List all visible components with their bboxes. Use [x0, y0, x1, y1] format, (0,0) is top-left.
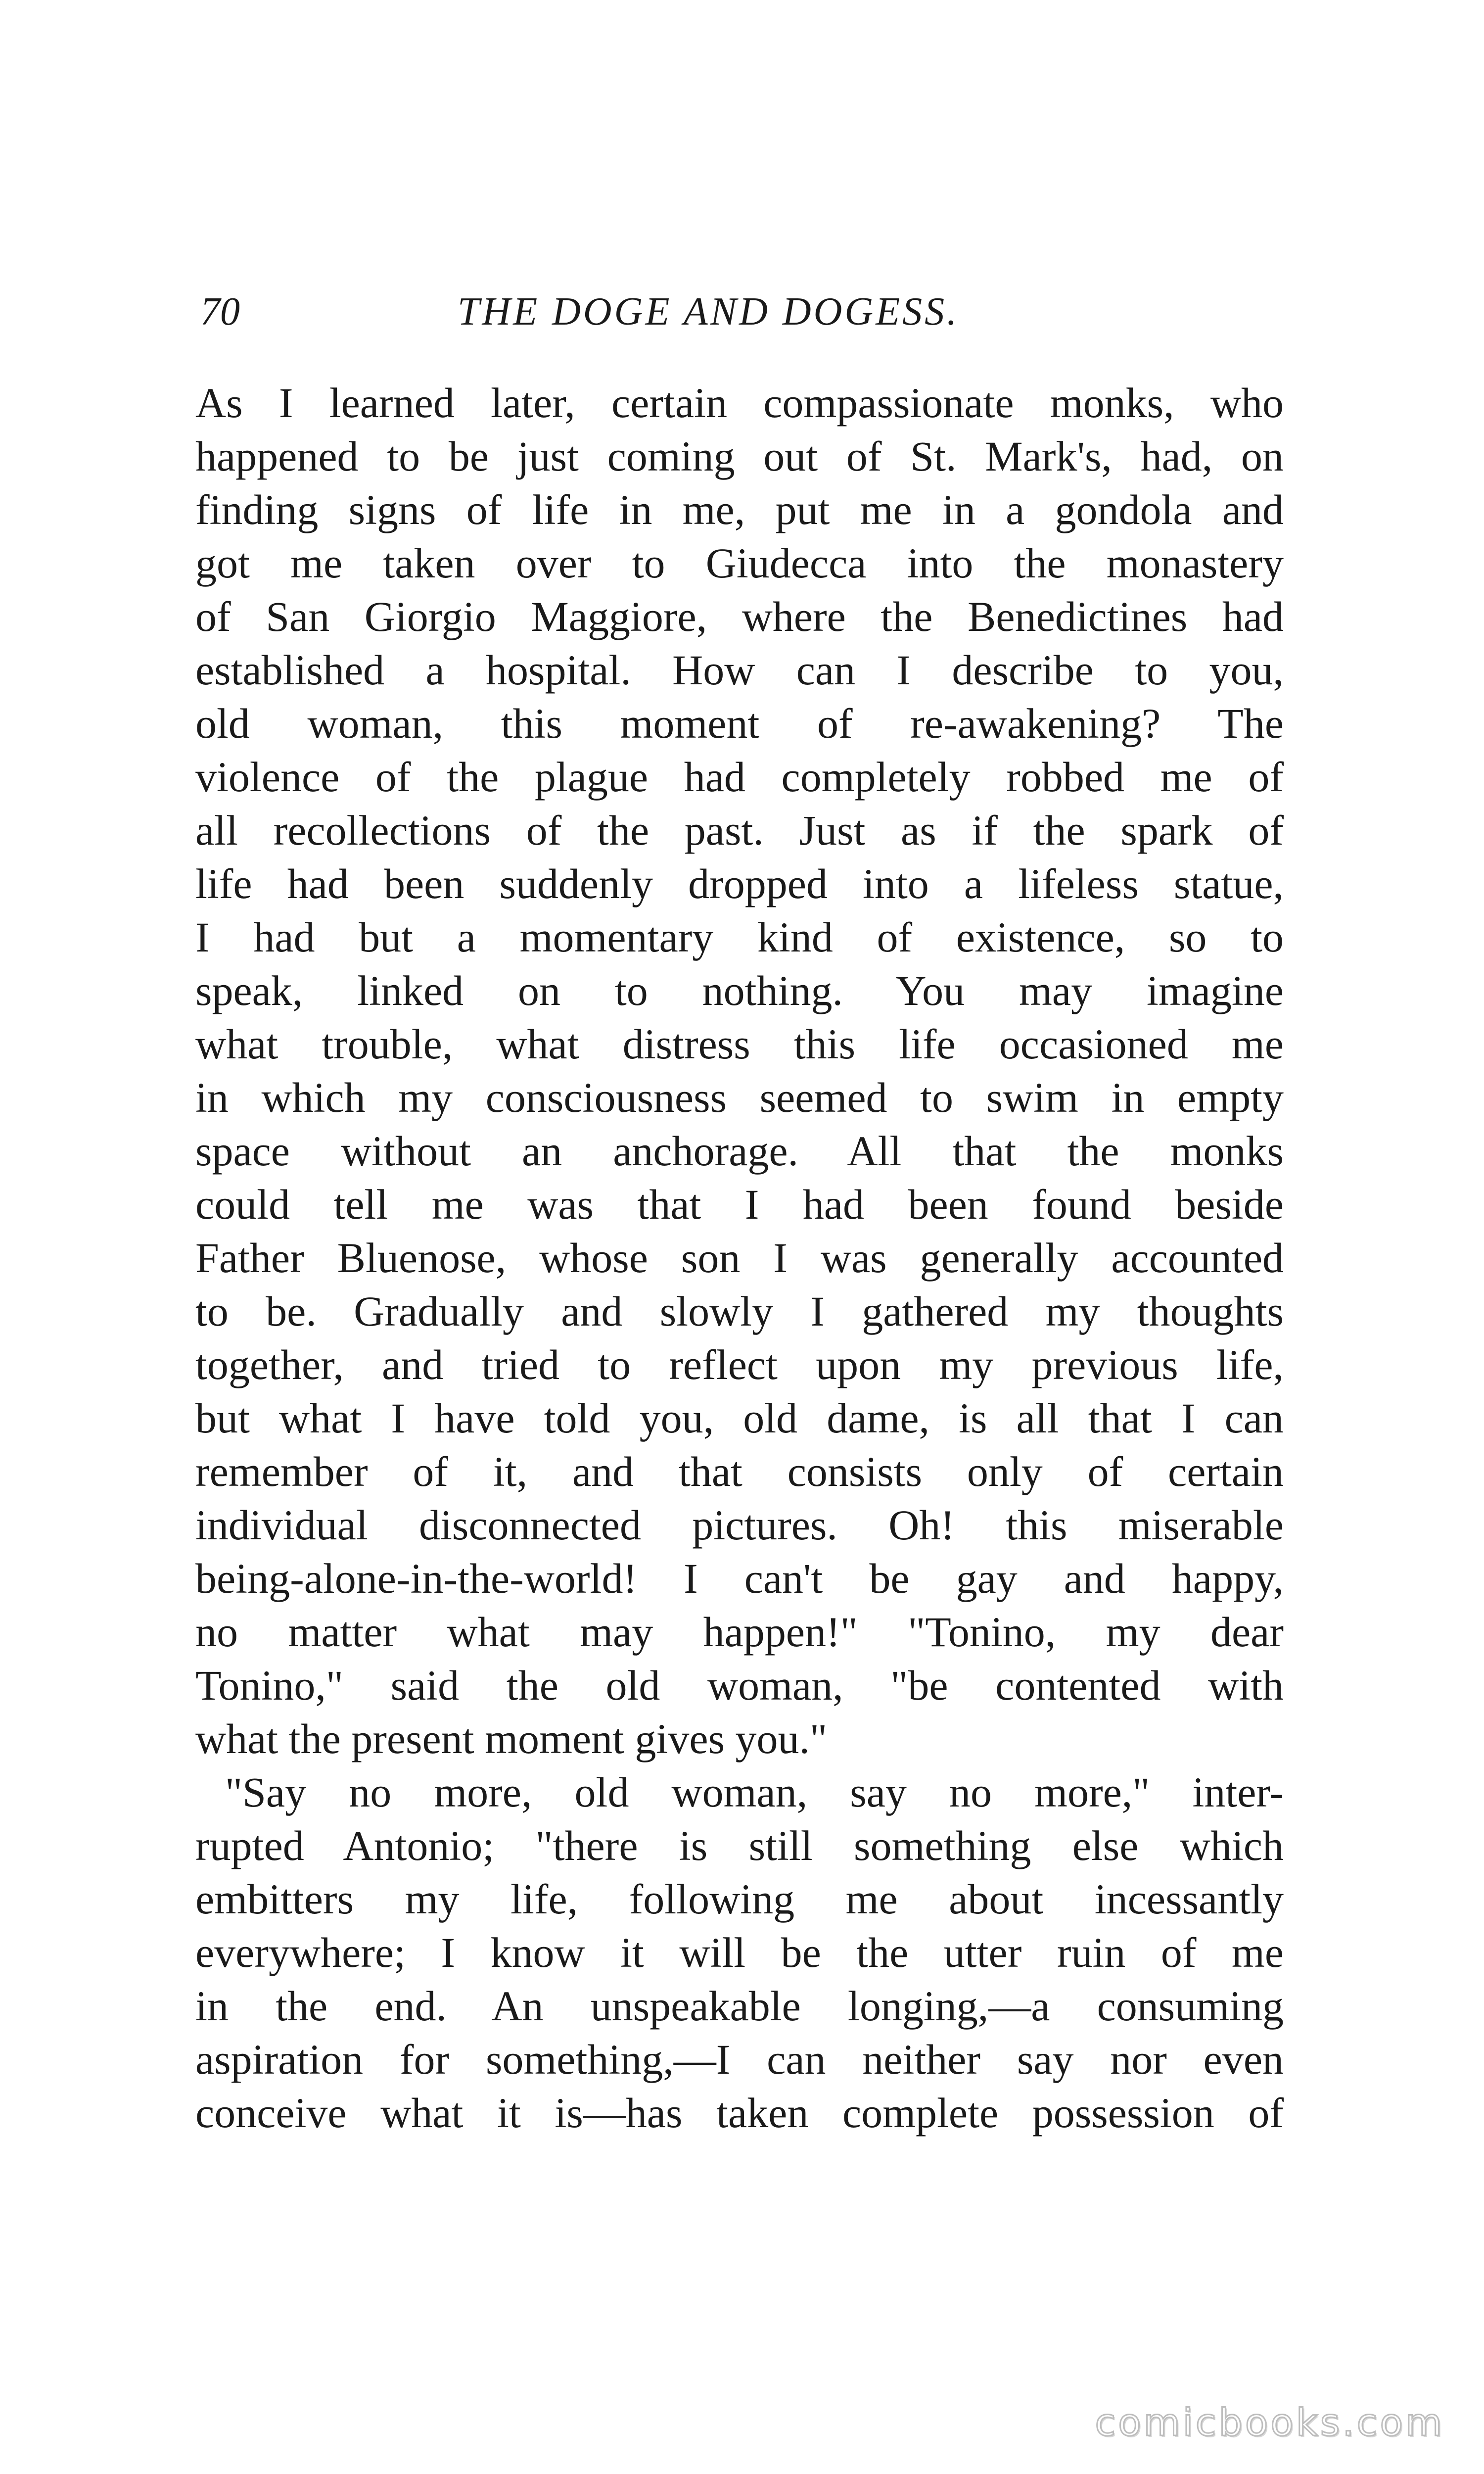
text-line: all recollections of the past. Just as if the spark of: [195, 807, 1284, 854]
text-line: in which my consciousness seemed to swim in empty: [195, 1074, 1284, 1121]
running-title: THE DOGE AND DOGESS.: [458, 290, 960, 333]
text-line: Tonino," said the old woman, "be contented with: [195, 1662, 1284, 1709]
text-line: happened to be just coming out of St. Mark's, had, on: [195, 432, 1284, 480]
text-line: established a hospital. How can I describe to you,: [195, 646, 1284, 694]
body-text: [195, 376, 1284, 2140]
text-line: aspiration for something,—I can neither say nor even: [195, 2036, 1284, 2083]
text-line: violence of the plague had completely robbed me of: [195, 753, 1284, 801]
text-line: together, and tried to reflect upon my previous life,: [195, 1341, 1284, 1388]
text-line: Father Bluenose, whose son I was generally accounted: [195, 1234, 1284, 1282]
text-line: embitters my life, following me about incessantly: [195, 1875, 1284, 1923]
text-line: what trouble, what distress this life occasioned me: [195, 1020, 1284, 1068]
text-line: "Say no more, old woman, say no more," inter-: [225, 1768, 1284, 1816]
text-line: speak, linked on to nothing. You may imagine: [195, 967, 1284, 1014]
text-line: no matter what may happen!" "Tonino, my dear: [195, 1608, 1284, 1656]
text-line: remember of it, and that consists only of certain: [195, 1448, 1284, 1495]
text-line: rupted Antonio; "there is still something else which: [195, 1822, 1284, 1869]
text-line: space without an anchorage. All that the monks: [195, 1127, 1284, 1175]
text-line: what the present moment gives you.": [195, 1715, 828, 1762]
text-line: got me taken over to Giudecca into the monastery: [195, 539, 1284, 587]
text-line: I had but a momentary kind of existence, so to: [195, 913, 1284, 961]
text-line: everywhere; I know it will be the utter ruin of me: [195, 1929, 1284, 1976]
text-line: individual disconnected pictures. Oh! this miserable: [195, 1501, 1284, 1549]
page-number: 70: [200, 290, 240, 333]
text-line: could tell me was that I had been found beside: [195, 1181, 1284, 1228]
text-line: life had been suddenly dropped into a lifeless statue,: [195, 860, 1284, 907]
text-line: As I learned later, certain compassionate monks, who: [195, 379, 1284, 427]
watermark: comicbooks.com: [1095, 2400, 1444, 2444]
text-line: to be. Gradually and slowly I gathered my thoughts: [195, 1287, 1284, 1335]
running-head: [200, 285, 1274, 339]
text-line: being-alone-in-the-world! I can't be gay and happy,: [195, 1555, 1284, 1602]
text-line: finding signs of life in me, put me in a gondola and: [195, 486, 1284, 533]
text-line: in the end. An unspeakable longing,—a consuming: [195, 1982, 1284, 2030]
text-line: old woman, this moment of re-awakening? The: [195, 700, 1284, 747]
text-line: but what I have told you, old dame, is all that I can: [195, 1394, 1284, 1442]
text-line: conceive what it is—has taken complete possession of: [195, 2089, 1284, 2137]
text-line: of San Giorgio Maggiore, where the Benedictines had: [195, 593, 1284, 640]
